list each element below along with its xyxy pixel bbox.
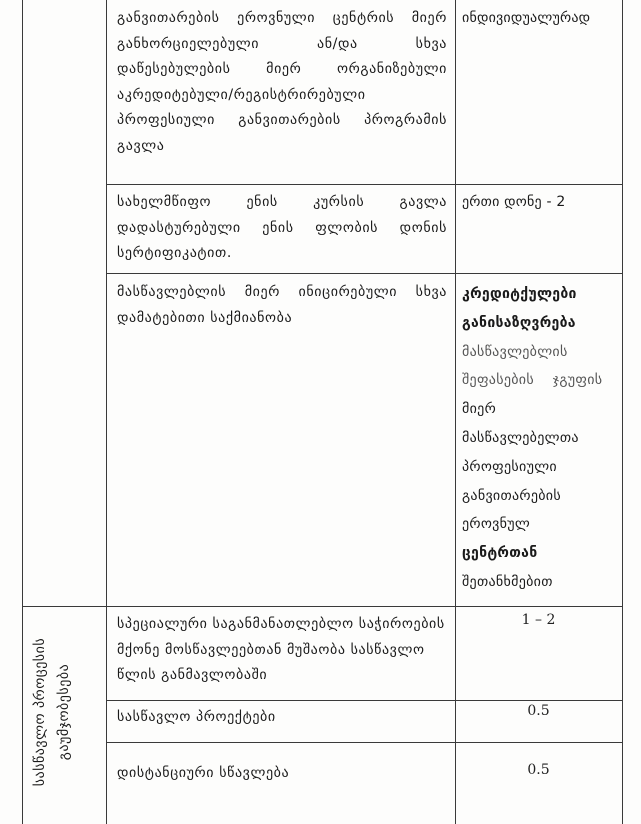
section-label-cell bbox=[22, 612, 82, 812]
table-row-activity: სახელმწიფო ენის კურსის გავლა დადასტურებული ენის ფლობის დონის სერტიფიკატით. bbox=[117, 194, 447, 261]
credits-line: ეროვნულ bbox=[462, 516, 531, 533]
row-divider-4 bbox=[106, 700, 623, 701]
table-row-activity: სპეციალური საგანმანათლებლო საჭიროების მქონე მოსწავლეებთან მუშაობა სასწავლო წლის განმავლობაში bbox=[117, 616, 445, 683]
row-divider-2 bbox=[106, 273, 623, 274]
credits-line: შეთანხმებით bbox=[462, 573, 553, 590]
table-row-credits: ერთი დონე - 2 bbox=[462, 194, 566, 210]
table-row-credits: 0.5 bbox=[527, 703, 550, 719]
credits-line: პროფესიული bbox=[462, 458, 557, 475]
credits-line: შეფასების ჯგუფის bbox=[462, 372, 603, 389]
table-row-activity: სასწავლო პროექტები bbox=[117, 709, 276, 725]
row-divider-5 bbox=[106, 742, 623, 743]
table-row-activity: მასწავლებლის მიერ ინიცირებული სხვა დამატებითი საქმიანობა bbox=[117, 284, 447, 326]
credits-line: მასწავლებელთა bbox=[462, 429, 579, 446]
section-label: სასწავლო პროცესის გაუმჯობესება bbox=[32, 637, 72, 787]
credits-line: ცენტრთან bbox=[462, 545, 538, 562]
row-divider-1 bbox=[106, 184, 623, 185]
table-row-credits: 1 – 2 bbox=[521, 612, 556, 628]
credits-line: განვითარების bbox=[462, 487, 561, 504]
table-row-activity: განვითარების ეროვნული ცენტრის მიერ განხორციელებული ან/და სხვა დაწესებულების მიერ ორგანიზებული აკრედიტებული/რეგისტრირებული პროფესიული განვითარების პროგრამის გავლა bbox=[117, 10, 447, 154]
table-row-credits: 0.5 bbox=[527, 762, 550, 778]
table-row-credits-list bbox=[462, 280, 620, 597]
credits-line: მიერ bbox=[462, 401, 497, 418]
table-row-activity: დისტანციური სწავლება bbox=[117, 765, 290, 781]
credits-line: კრედიტქულები bbox=[462, 286, 577, 302]
credits-line: მასწავლებლის bbox=[462, 343, 568, 360]
credits-line: განისაზღვრება bbox=[462, 314, 576, 331]
table-row-credits: ინდივიდუალურად bbox=[462, 10, 591, 26]
row-divider-3 bbox=[22, 606, 623, 607]
